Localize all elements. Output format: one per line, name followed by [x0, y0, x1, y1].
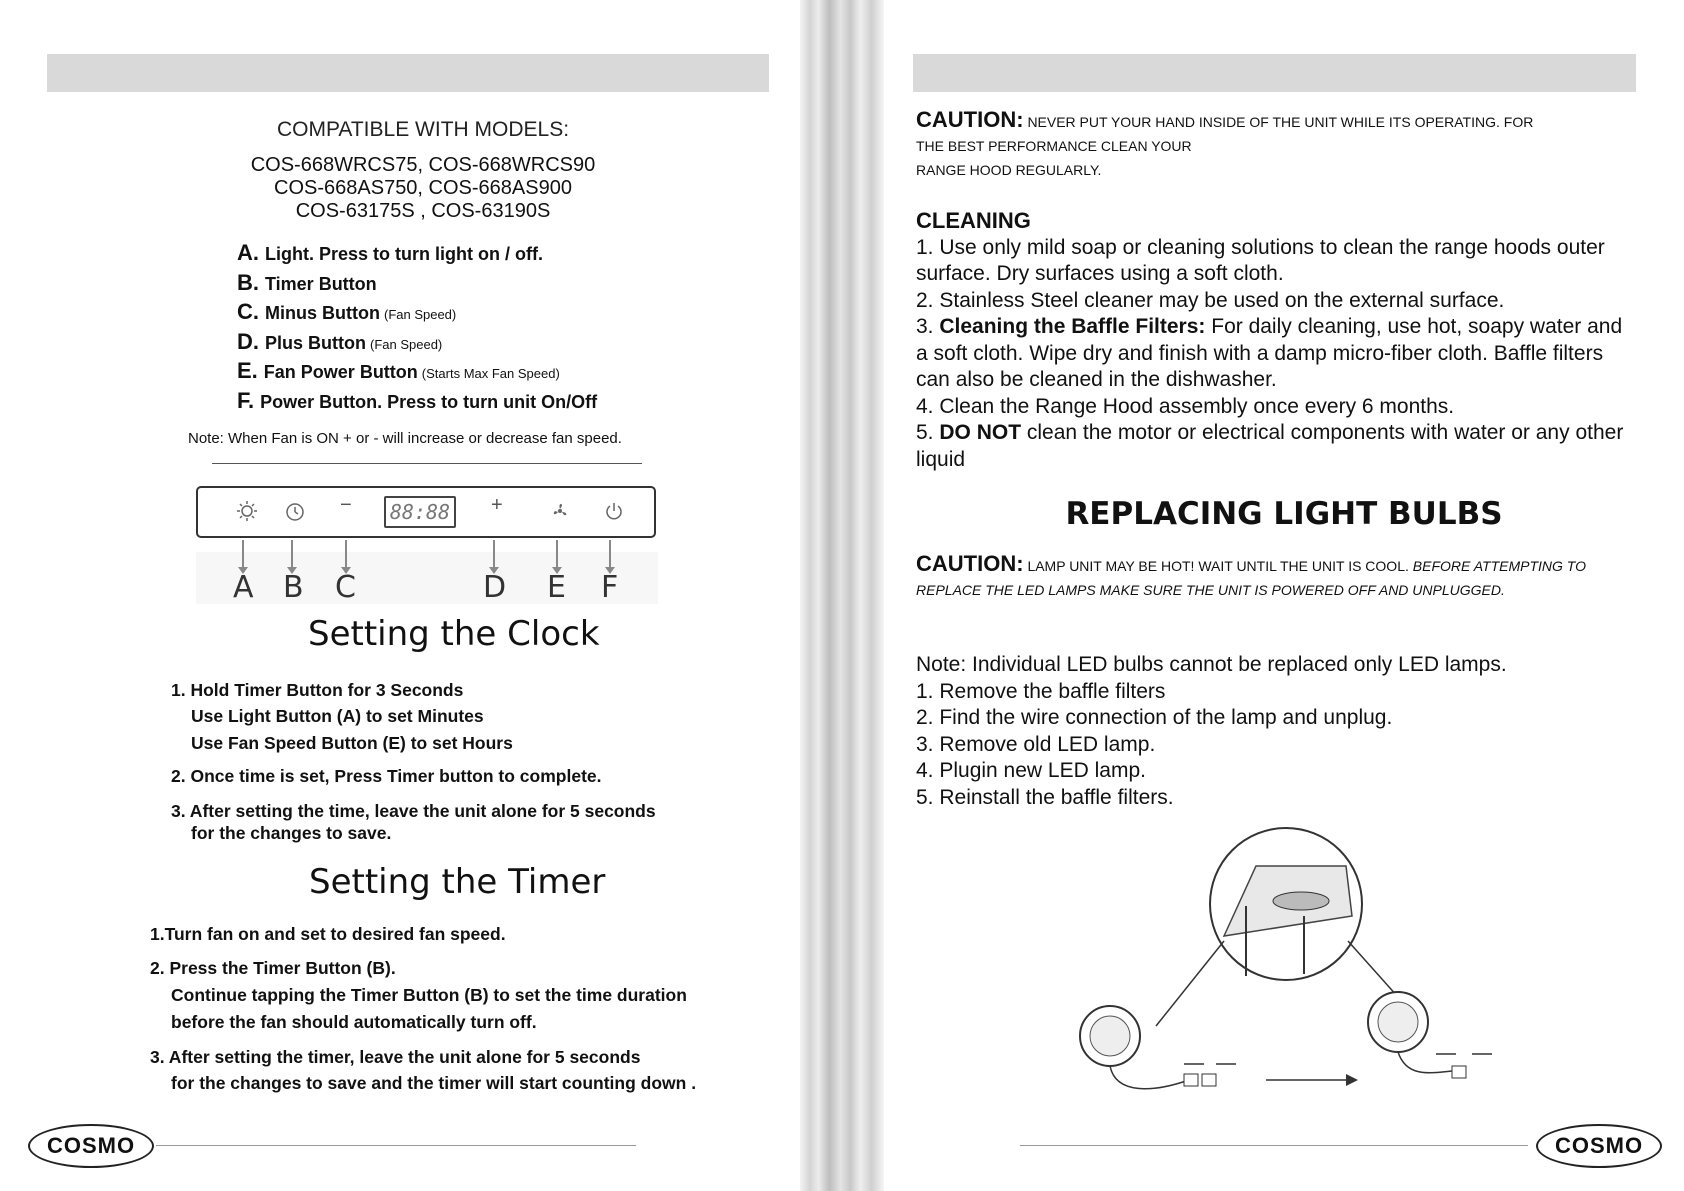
bulb-step: 1. Remove the baffle filters [916, 679, 1166, 703]
cleaning-item: 1. Use only mild soap or cleaning solutions to clean the range hoods outer surface. Dry surfaces using a soft cloth. [916, 235, 1605, 285]
models-line: COS-668AS750, COS-668AS900 [274, 177, 572, 199]
pointer-arrow [493, 540, 495, 568]
footer-rule [1020, 1145, 1528, 1146]
timer-section-title: Setting the Timer [309, 862, 606, 902]
replace-bulbs-title: REPLACING LIGHT BULBS [1065, 496, 1503, 532]
cosmo-logo: COSMO [1536, 1124, 1662, 1168]
light-icon [236, 500, 258, 522]
bulb-note: Note: Individual LED bulbs cannot be replaced only LED lamps. [916, 653, 1507, 676]
clock-step: 3. After setting the time, leave the unit alone for 5 seconds [171, 801, 656, 821]
divider [212, 463, 642, 464]
panel-letter: C [335, 570, 356, 605]
timer-icon [284, 500, 306, 522]
panel-letter: F [601, 570, 619, 605]
cleaning-item: 5. DO NOT clean the motor or electrical components with water or any other liquid [916, 421, 1624, 471]
clock-step: Use Fan Speed Button (E) to set Hours [191, 733, 513, 753]
power-icon [603, 500, 625, 522]
clock-display: 88:88 [384, 496, 456, 528]
clock-section-title: Setting the Clock [308, 614, 600, 654]
bulb-step: 3. Remove old LED lamp. [916, 732, 1156, 756]
panel-label-band [196, 552, 658, 604]
cleaning-item: 4. Clean the Range Hood assembly once every 6 months. [916, 394, 1455, 418]
pointer-arrow [345, 540, 347, 568]
plus-icon: + [491, 494, 503, 516]
left-header-bar [47, 54, 769, 92]
cosmo-logo: COSMO [28, 1124, 154, 1168]
bulb-step: 4. Plugin new LED lamp. [916, 759, 1146, 782]
panel-letter: A [233, 570, 254, 605]
models-line: COS-668WRCS75, COS-668WRCS90 [250, 154, 596, 176]
cleaning-title: CLEANING [916, 208, 1031, 233]
models-line: COS-63175S , COS-63190S [295, 200, 551, 222]
bulb-step: 5. Reinstall the baffle filters. [916, 785, 1174, 809]
pointer-arrow [609, 540, 611, 568]
fan-icon [549, 500, 571, 522]
pointer-arrow [242, 540, 244, 568]
button-legend-item: F. Power Button. Press to turn unit On/Off [237, 387, 598, 413]
bulb-step: 2. Find the wire connection of the lamp and unplug. [916, 706, 1393, 729]
clock-step: 1. Hold Timer Button for 3 Seconds [171, 680, 464, 700]
button-legend [237, 240, 601, 417]
panel-letter: B [283, 570, 304, 605]
caution-operating: CAUTION: NEVER PUT YOUR HAND INSIDE OF THE UNIT WHILE ITS OPERATING. FOR THE BEST PERFORMANCE CLEAN YOUR RANGE HOOD REGULARLY. [916, 107, 1534, 178]
panel-letter: E [547, 570, 566, 605]
button-legend-item: B. Timer Button [237, 269, 377, 295]
button-legend-item: A. Light. Press to turn light on / off. [237, 240, 543, 265]
clock-step: for the changes to save. [191, 823, 392, 843]
caution-hot: CAUTION: LAMP UNIT MAY BE HOT! WAIT UNTIL THE UNIT IS COOL. BEFORE ATTEMPTING TO REPLACE THE LED LAMPS MAKE SURE THE UNIT IS POWERED OFF AND UNPLUGGED. [916, 551, 1586, 598]
footer-rule [156, 1145, 636, 1146]
button-legend-item: D. Plus Button (Fan Speed) [237, 328, 443, 354]
timer-step: Continue tapping the Timer Button (B) to set the time duration [171, 985, 687, 1005]
lamp-replacement-diagram [1076, 826, 1516, 1106]
timer-step: 3. After setting the timer, leave the unit alone for 5 seconds [150, 1047, 641, 1067]
timer-step: 1.Turn fan on and set to desired fan speed. [150, 924, 506, 944]
timer-step: for the changes to save and the timer will start counting down . [171, 1073, 697, 1093]
cleaning-section [916, 208, 1636, 473]
button-legend-item: C. Minus Button (Fan Speed) [237, 299, 457, 324]
right-header-bar [913, 54, 1636, 92]
cleaning-item: 3. Cleaning the Baffle Filters: For daily cleaning, use hot, soapy water and a soft cloth. Wipe dry and finish with a damp micro-fiber cloth. Baffle filters can also be cleaned in the dishwasher. [916, 315, 1623, 391]
pointer-arrow [556, 540, 558, 568]
cleaning-item: 2. Stainless Steel cleaner may be used on the external surface. [916, 288, 1505, 312]
panel-letter: D [483, 570, 507, 605]
bulb-instructions [916, 652, 1636, 811]
pointer-arrow [291, 540, 293, 568]
models-title: COMPATIBLE WITH MODELS: [276, 118, 570, 141]
clock-step: Use Light Button (A) to set Minutes [191, 706, 484, 726]
clock-step: 2. Once time is set, Press Timer button to complete. [171, 766, 602, 786]
timer-step: before the fan should automatically turn off. [171, 1012, 537, 1032]
timer-step: 2. Press the Timer Button (B). [150, 958, 396, 978]
control-panel-diagram [196, 486, 656, 538]
fan-note: Note: When Fan is ON + or - will increase or decrease fan speed. [188, 430, 622, 447]
button-legend-item: E. Fan Power Button (Starts Max Fan Speed) [237, 358, 560, 383]
minus-icon: − [340, 494, 352, 516]
